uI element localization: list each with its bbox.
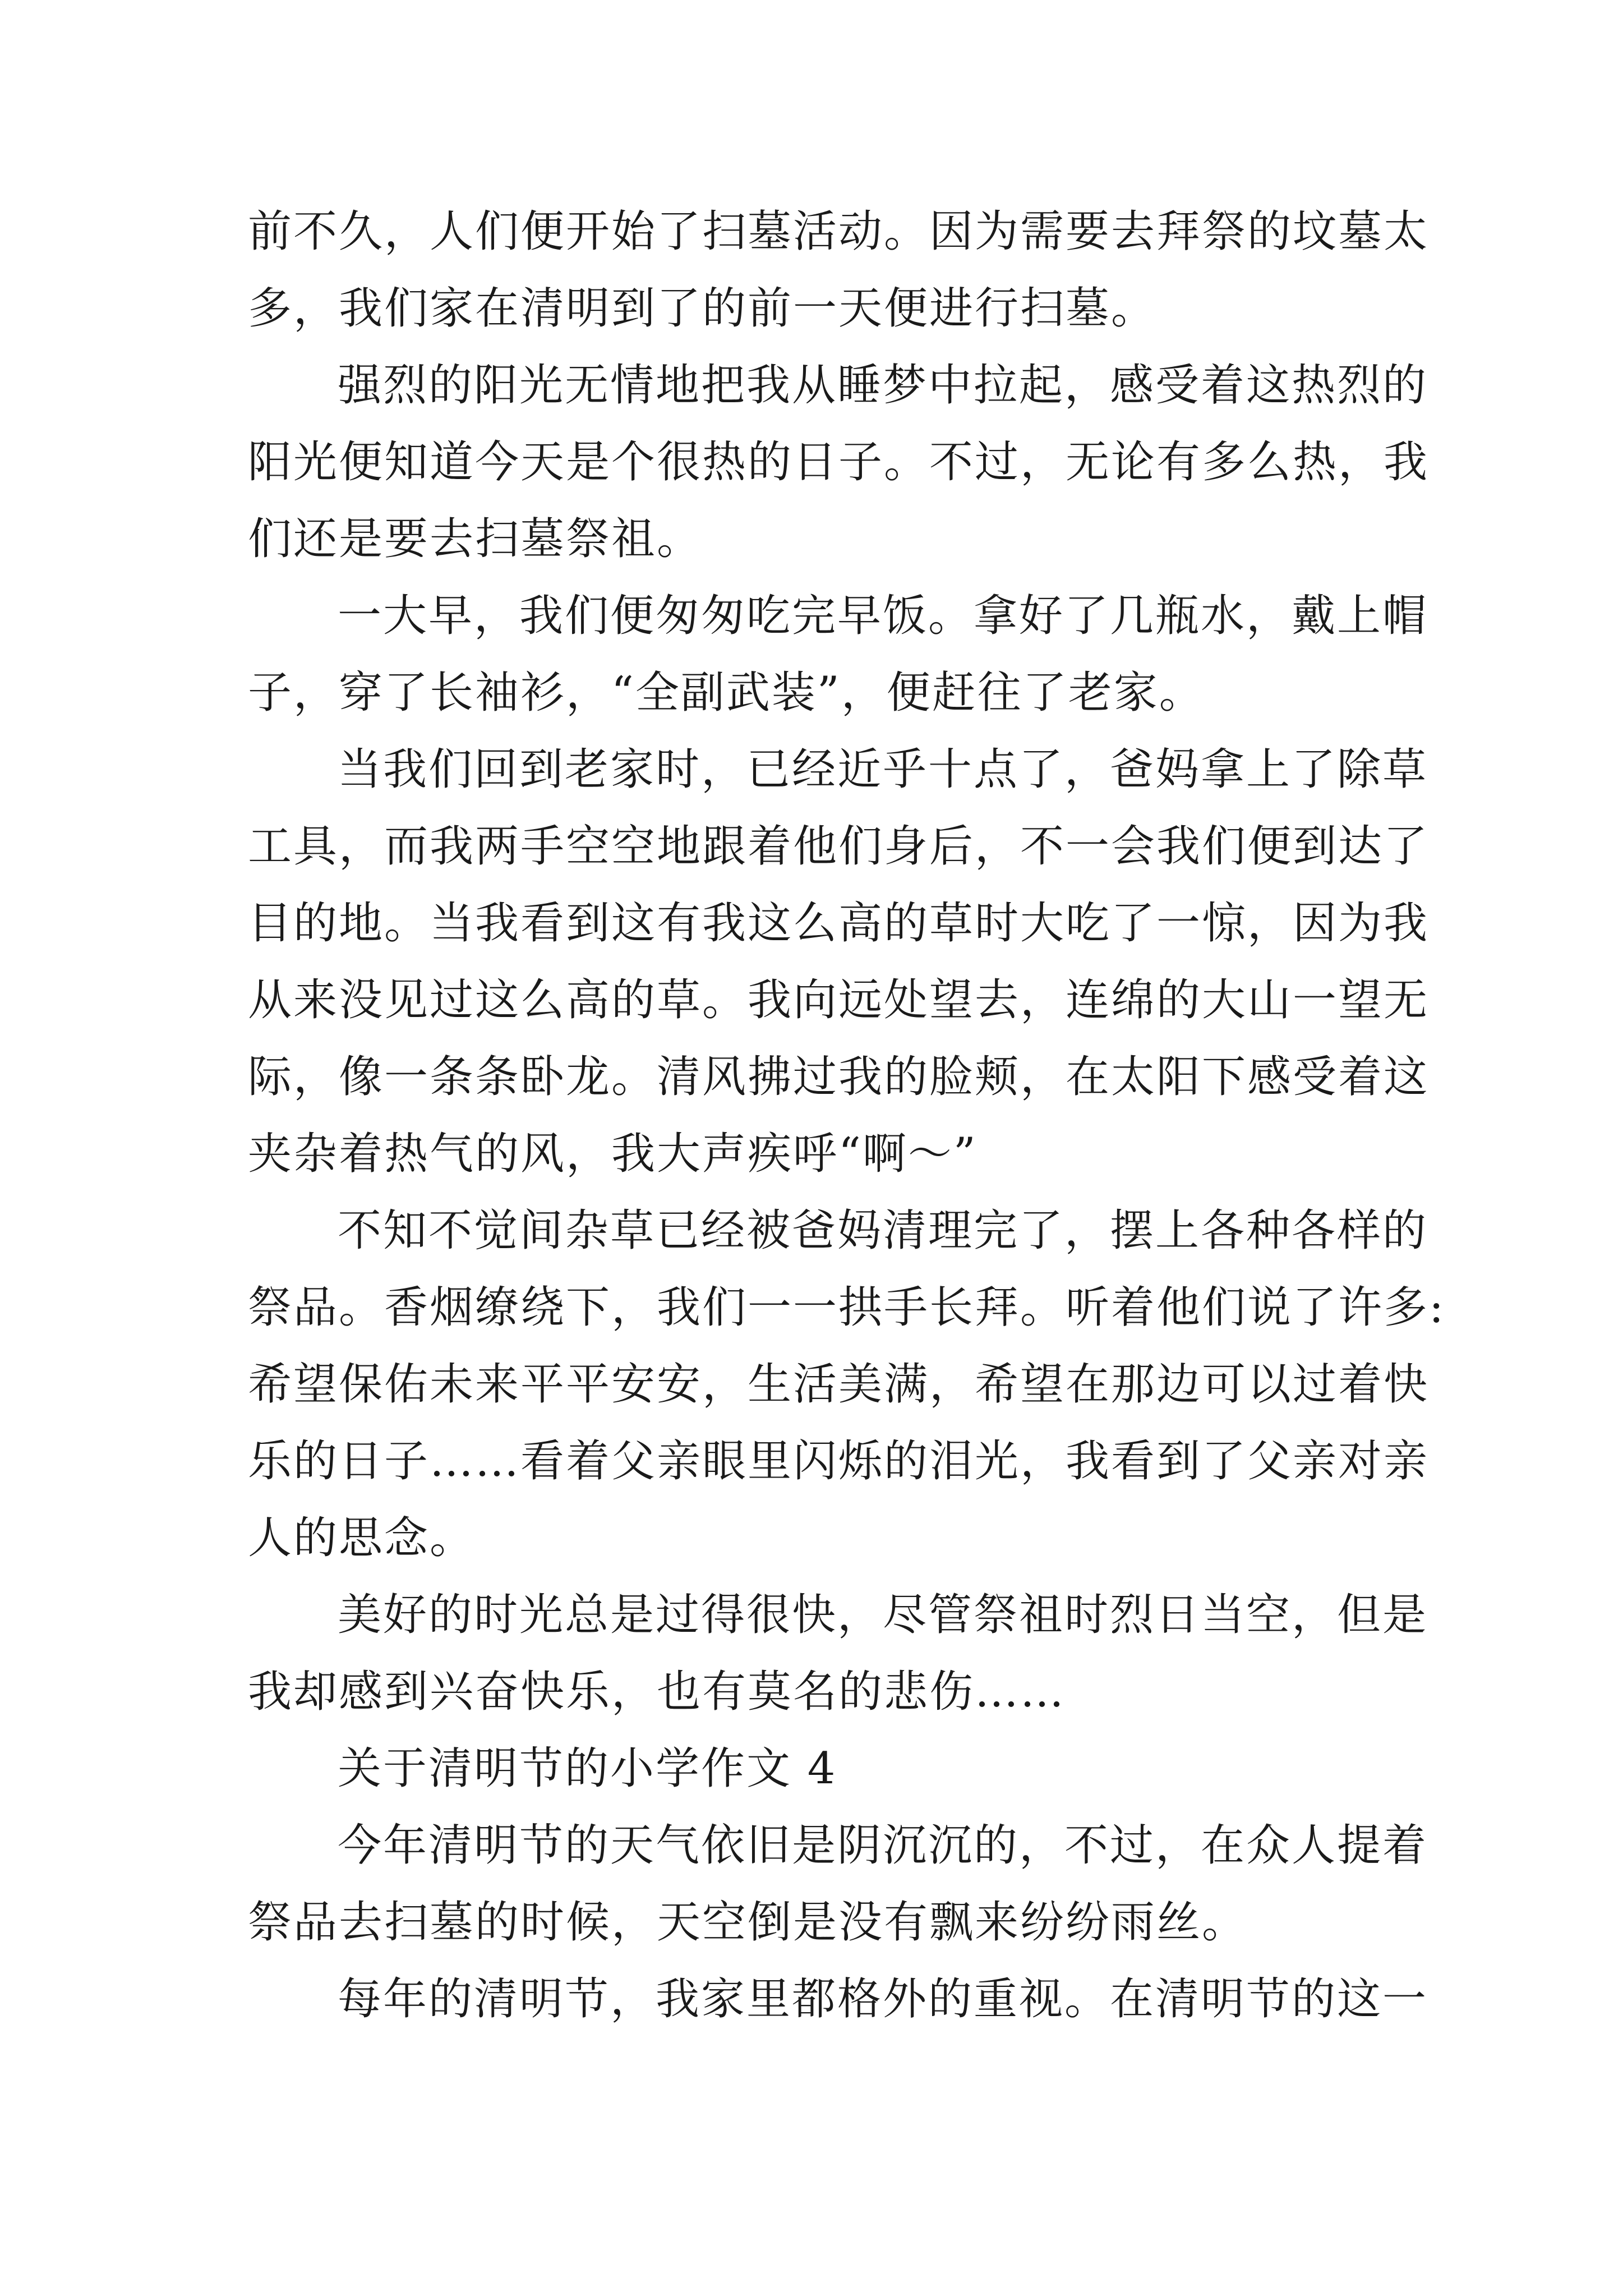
text-line: 希望保佑未来平平安安，生活美满，希望在那边可以过着快 [248,1359,1430,1410]
text-line: 每年的清明节，我家里都格外的重视。在清明节的这一 [338,1974,1428,2024]
text-line: 强烈的阳光无情地把我从睡梦中拉起，感受着这热烈的 [338,360,1428,411]
text-line: 夹杂着热气的风，我大声疾呼“啊～” [248,1129,978,1179]
text-line: 阳光便知道今天是个很热的日子。不过，无论有多么热，我 [248,437,1430,487]
text-line: 目的地。当我看到这有我这么高的草时大吃了一惊，因为我 [248,898,1430,949]
text-line: 工具，而我两手空空地跟着他们身后，不一会我们便到达了 [248,821,1430,872]
text-line: 乐的日子……看着父亲眼里闪烁的泪光，我看到了父亲对亲 [248,1436,1430,1487]
text-line: 人的思念。 [248,1513,476,1563]
text-line: 多，我们家在清明到了的前一天便进行扫墓。 [248,283,1157,334]
text-line: 子，穿了长袖衫，“全副武装”，便赶往了老家。 [248,668,1205,718]
text-line: 当我们回到老家时，已经近乎十点了，爸妈拿上了除草 [338,744,1428,795]
text-line: 一大早，我们便匆匆吃完早饭。拿好了几瓶水，戴上帽 [338,591,1428,641]
text-line: 祭品。香烟缭绕下，我们一一拱手长拜。听着他们说了许多: [248,1282,1446,1333]
text-line: 际，像一条条卧龙。清风拂过我的脸颊，在太阳下感受着这 [248,1052,1430,1102]
article-body [248,194,1446,2038]
text-line: 今年清明节的天气依旧是阴沉沉的，不过，在众人提着 [338,1820,1428,1871]
text-line: 我却感到兴奋快乐，也有莫名的悲伤…… [248,1667,1066,1717]
text-line: 美好的时光总是过得很快，尽管祭祖时烈日当空，但是 [338,1590,1428,1640]
text-line: 从来没见过这么高的草。我向远处望去，连绵的大山一望无 [248,975,1430,1025]
text-line: 们还是要去扫墓祭祖。 [248,514,703,564]
text-line: 祭品去扫墓的时候，天空倒是没有飘来纷纷雨丝。 [248,1897,1248,1948]
text-line: 前不久，人们便开始了扫墓活动。因为需要去拜祭的坟墓太 [248,206,1430,257]
section-heading: 关于清明节的小学作文 4 [338,1743,837,1794]
text-line: 不知不觉间杂草已经被爸妈清理完了，摆上各种各样的 [338,1205,1428,1256]
